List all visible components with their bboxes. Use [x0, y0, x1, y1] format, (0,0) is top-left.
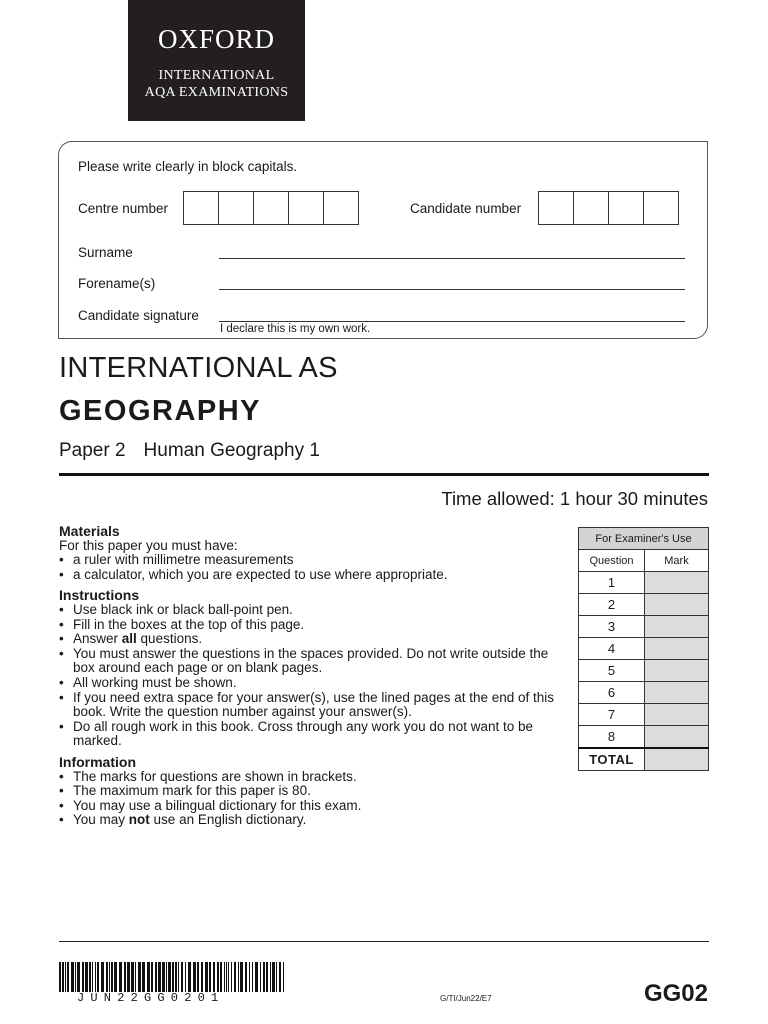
question-number: 4	[579, 638, 645, 660]
barcode-bar	[220, 962, 222, 992]
surname-line[interactable]	[219, 258, 685, 259]
centre-number-cell[interactable]	[288, 191, 324, 225]
barcode-bar	[168, 962, 171, 992]
barcode-bar	[255, 962, 258, 992]
total-mark-cell[interactable]	[645, 748, 709, 771]
centre-number-cell[interactable]	[218, 191, 254, 225]
examiner-use-table	[578, 527, 709, 771]
table-row	[579, 616, 709, 638]
list-item: • If you need extra space for your answer(s), use the lined pages at the end of this book. Write the question number against your answer(s).	[59, 691, 564, 720]
materials-list	[59, 553, 564, 582]
barcode-icon	[59, 962, 287, 992]
barcode-bar	[224, 962, 225, 992]
forename-label: Forename(s)	[78, 276, 156, 291]
barcode-bar	[228, 962, 229, 992]
barcode-bar	[166, 962, 167, 992]
logo-line-1: INTERNATIONAL	[158, 68, 275, 83]
mark-cell[interactable]	[645, 682, 709, 704]
barcode-bar	[209, 962, 211, 992]
barcode-bar	[260, 962, 261, 992]
text-segment: Answer	[73, 631, 122, 647]
barcode-bar	[272, 962, 275, 992]
barcode-bar	[197, 962, 199, 992]
list-item: • You may use a bilingual dictionary for this exam.	[59, 799, 564, 814]
barcode-bar	[89, 962, 91, 992]
block-capitals-instruction: Please write clearly in block capitals.	[78, 159, 298, 174]
text-segment: use an English dictionary.	[149, 812, 307, 828]
list-item: • You must answer the questions in the spaces provided. Do not write outside the box around each page or on blank pages.	[59, 647, 564, 676]
barcode-text: JUN22GG0201	[77, 991, 225, 1005]
barcode-bar	[114, 962, 117, 992]
information-list	[59, 770, 564, 828]
list-item	[59, 632, 564, 647]
list-item: • a calculator, which you are expected to use where appropriate.	[59, 568, 564, 583]
list-item: • Fill in the boxes at the top of this page.	[59, 618, 564, 633]
barcode-bar	[111, 962, 113, 992]
barcode-bar	[185, 962, 186, 992]
barcode-bar	[158, 962, 161, 992]
barcode-bar	[62, 962, 64, 992]
list-item: • Use black ink or black ball-point pen.	[59, 603, 564, 618]
barcode-bar	[71, 962, 74, 992]
qualification-title: INTERNATIONAL AS	[59, 352, 338, 384]
table-row	[579, 660, 709, 682]
barcode-bar	[162, 962, 165, 992]
list-item	[59, 813, 564, 828]
candidate-number-cell[interactable]	[538, 191, 574, 225]
barcode-bar	[124, 962, 126, 992]
barcode-bar	[178, 962, 179, 992]
barcode-bar	[106, 962, 108, 992]
barcode-bar	[85, 962, 88, 992]
emphasis-text: not	[128, 812, 150, 828]
barcode-bar	[109, 962, 110, 992]
list-item: • a ruler with millimetre measurements	[59, 553, 564, 568]
forename-line[interactable]	[219, 289, 685, 290]
question-number: 6	[579, 682, 645, 704]
question-column-header: Question	[579, 550, 645, 572]
barcode-bar	[59, 962, 61, 992]
barcode-bar	[231, 962, 232, 992]
barcode-bar	[276, 962, 277, 992]
information-heading: Information	[59, 753, 136, 770]
barcode-bar	[213, 962, 215, 992]
text-segment: You may	[73, 812, 129, 828]
table-row	[579, 682, 709, 704]
barcode-bar	[101, 962, 104, 992]
barcode-bar	[283, 962, 284, 992]
mark-cell[interactable]	[645, 594, 709, 616]
title-divider	[59, 473, 709, 476]
signature-label: Candidate signature	[78, 308, 199, 323]
mark-cell[interactable]	[645, 660, 709, 682]
mark-cell[interactable]	[645, 572, 709, 594]
declaration-text: I declare this is my own work.	[220, 323, 371, 335]
barcode-bar	[226, 962, 227, 992]
subject-title: GEOGRAPHY	[59, 395, 262, 427]
barcode-bar	[119, 962, 122, 992]
list-item: • Do all rough work in this book. Cross through any work you do not want to be marked.	[59, 720, 564, 749]
barcode-bar	[92, 962, 93, 992]
barcode-bar	[193, 962, 196, 992]
barcode-bar	[188, 962, 191, 992]
paper-title	[59, 440, 320, 462]
barcode-bar	[135, 962, 136, 992]
mark-cell[interactable]	[645, 726, 709, 749]
candidate-number-cell[interactable]	[573, 191, 609, 225]
barcode-bar	[75, 962, 76, 992]
list-item: • The marks for questions are shown in brackets.	[59, 770, 564, 785]
candidate-number-cell[interactable]	[643, 191, 679, 225]
barcode-bar	[205, 962, 208, 992]
logo-name: OXFORD	[157, 24, 276, 54]
question-number: 3	[579, 616, 645, 638]
centre-number-label: Centre number	[78, 201, 169, 216]
question-number: 2	[579, 594, 645, 616]
question-number: 1	[579, 572, 645, 594]
barcode-bar	[155, 962, 157, 992]
barcode-bar	[142, 962, 145, 992]
centre-number-cell[interactable]	[253, 191, 289, 225]
mark-cell[interactable]	[645, 616, 709, 638]
centre-number-cell[interactable]	[323, 191, 359, 225]
barcode-bar	[127, 962, 130, 992]
barcode-bar	[263, 962, 265, 992]
candidate-number-label: Candidate number	[410, 201, 522, 216]
barcode-bar	[181, 962, 183, 992]
barcode-bar	[217, 962, 219, 992]
barcode-bar	[245, 962, 247, 992]
table-row	[579, 726, 709, 749]
oxford-aqa-logo	[128, 0, 305, 121]
table-row	[579, 572, 709, 594]
barcode-bar	[234, 962, 236, 992]
list-item: • All working must be shown.	[59, 676, 564, 691]
list-item: • The maximum mark for this paper is 80.	[59, 784, 564, 799]
paper-code: GG02	[643, 980, 708, 1007]
barcode-bar	[65, 962, 66, 992]
materials-heading: Materials	[59, 523, 120, 539]
centre-number-boxes	[183, 191, 359, 225]
mark-cell[interactable]	[645, 704, 709, 726]
barcode-bar	[252, 962, 253, 992]
barcode-bar	[95, 962, 96, 992]
centre-number-cell[interactable]	[183, 191, 219, 225]
signature-line[interactable]	[219, 321, 685, 322]
barcode-bar	[138, 962, 141, 992]
barcode-bar	[266, 962, 268, 992]
barcode-bar	[147, 962, 150, 992]
barcode-bar	[201, 962, 203, 992]
barcode-bar	[270, 962, 271, 992]
mark-cell[interactable]	[645, 638, 709, 660]
table-row	[579, 704, 709, 726]
time-allowed: Time allowed: 1 hour 30 minutes	[441, 488, 708, 509]
question-number: 7	[579, 704, 645, 726]
barcode-bar	[279, 962, 281, 992]
barcode-bar	[240, 962, 243, 992]
barcode-bar	[175, 962, 177, 992]
total-label: TOTAL	[579, 748, 645, 771]
emphasis-text: all	[121, 631, 137, 647]
document-reference: G/TI/Jun22/E7	[440, 994, 492, 1003]
materials-intro: For this paper you must have:	[59, 537, 238, 553]
surname-label: Surname	[78, 245, 133, 260]
candidate-number-boxes	[538, 191, 679, 225]
barcode-bar	[249, 962, 250, 992]
examiner-table-title: For Examiner's Use	[579, 528, 709, 550]
barcode-bar	[151, 962, 153, 992]
instructions-heading: Instructions	[59, 587, 140, 604]
barcode-bar	[67, 962, 69, 992]
barcode-bar	[97, 962, 99, 992]
paper-number: Paper 2	[59, 440, 126, 461]
barcode-bar	[131, 962, 134, 992]
candidate-number-cell[interactable]	[608, 191, 644, 225]
question-number: 8	[579, 726, 645, 749]
barcode-bar	[77, 962, 80, 992]
question-number: 5	[579, 660, 645, 682]
barcode-bar	[238, 962, 239, 992]
text-segment: questions.	[136, 631, 203, 647]
barcode-bar	[172, 962, 174, 992]
instructions-column	[59, 524, 564, 828]
table-row	[579, 594, 709, 616]
instructions-list	[59, 603, 564, 749]
logo-line-2: AQA EXAMINATIONS	[144, 85, 289, 100]
paper-name: Human Geography 1	[143, 440, 320, 461]
footer-divider	[59, 941, 709, 942]
barcode-bar	[82, 962, 84, 992]
total-row	[579, 748, 709, 771]
table-row	[579, 638, 709, 660]
mark-column-header: Mark	[645, 550, 709, 572]
